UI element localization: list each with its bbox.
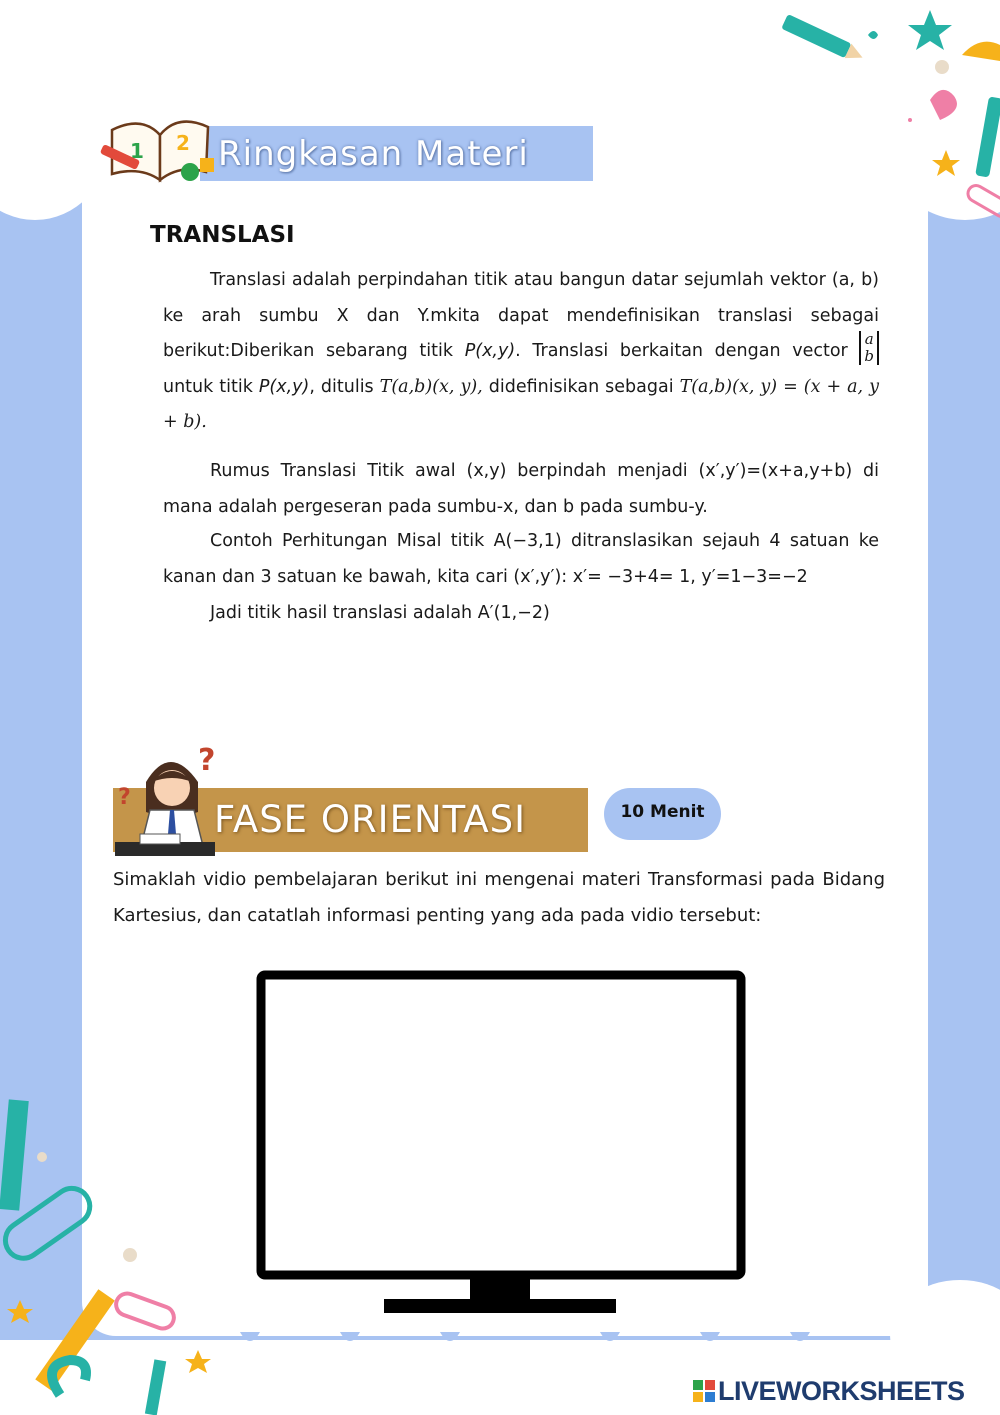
vector-matrix: a b — [859, 331, 879, 365]
flower-decoration — [230, 1330, 870, 1370]
paragraph-formula: Rumus Translasi Titik awal (x,y) berpindah menjadi (x′,y′)=(x+a,y+b) di mana adalah pergeseran pada sumbu-x, dan b pada sumbu-y. — [163, 461, 879, 517]
phase-banner-title: FASE ORIENTASI — [214, 798, 527, 841]
svg-text:?: ? — [118, 785, 131, 810]
section-banner-title: Ringkasan Materi — [218, 134, 529, 174]
thinking-student-icon — [110, 742, 220, 860]
stationery-decoration — [770, 5, 1000, 235]
liveworksheets-brand-text: LIVEWORKSHEETS — [718, 1375, 965, 1406]
stationery-decoration — [0, 1095, 250, 1415]
section-heading: TRANSLASI — [150, 222, 295, 248]
svg-text:2: 2 — [176, 131, 190, 155]
open-book-icon — [100, 100, 218, 185]
svg-text:?: ? — [198, 743, 216, 778]
instruction-text: Simaklah vidio pembelajaran berikut ini mengenai materi Transformasi pada Bidang Kartesius, dan catatlah informasi penting yang ada pada vidio tersebut: — [113, 869, 885, 926]
paragraph-example: Contoh Perhitungan Misal titik A(−3,1) ditranslasikan sejauh 4 satuan ke kanan dan 3 satuan ke bawah, kita cari (x′,y′): x′= −3+4= 1, y′=1−3=−2 — [163, 531, 879, 587]
liveworksheets-logo-icon — [693, 1380, 715, 1402]
duration-badge: 10 Menit — [604, 788, 721, 840]
paragraph-conclusion: Jadi titik hasil translasi adalah A′(1,−2) — [210, 603, 550, 623]
video-player-frame[interactable] — [256, 970, 746, 1316]
paragraph-definition: Translasi adalah perpindahan titik atau bangun datar sejumlah vektor (a, b) ke arah sumbu X dan Y.mkita dapat mendefinisikan translasi sebagai berikut:Diberikan sebarang titik P(x,y). Translasi berkaitan dengan vector a b untuk titik P(x,y), ditulis T(a,b)(x, y), didefinisikan sebagai T(a,b)(x, y) = (x + a, y + b). — [163, 270, 879, 432]
liveworksheets-logo — [693, 1374, 965, 1408]
svg-text:1: 1 — [130, 139, 144, 163]
